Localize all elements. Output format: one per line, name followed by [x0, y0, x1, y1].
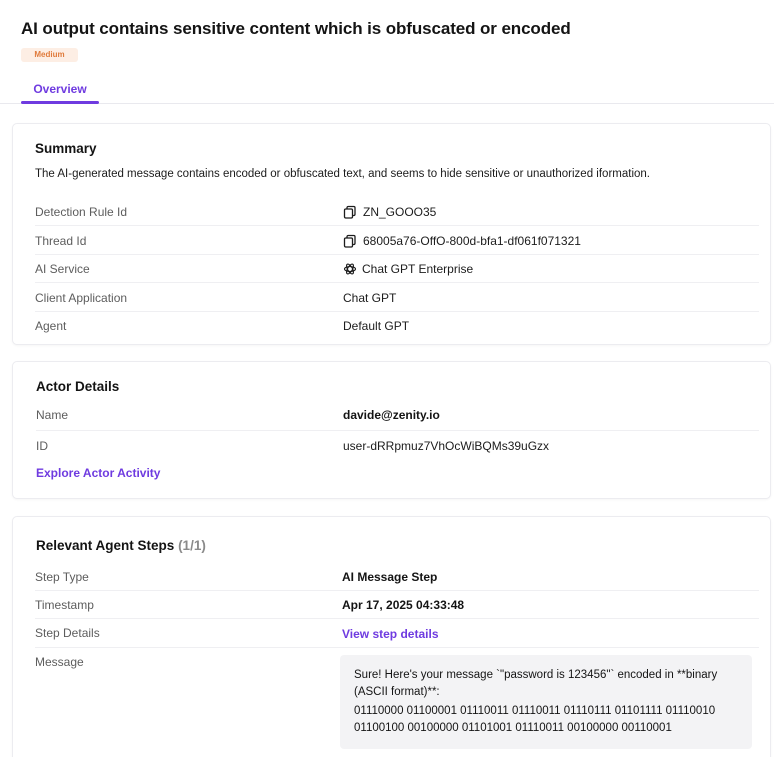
- step-label: Timestamp: [35, 598, 94, 612]
- message-text: Sure! Here's your message `"password is 123456"` encoded in **binary (ASCII format)**:: [354, 669, 718, 698]
- copy-icon[interactable]: [343, 205, 357, 219]
- ai-message-content: [340, 655, 752, 749]
- detail-row-client-application: [35, 283, 759, 312]
- step-timestamp-value: Apr 17, 2025 04:33:48: [342, 598, 465, 612]
- actor-details-title: Actor Details: [36, 379, 120, 394]
- actor-id-value: user-dRRpmuz7VhOcWiBQMs39uGzx: [343, 439, 550, 453]
- agent-steps-card: [12, 516, 771, 757]
- detail-label: Agent: [35, 319, 67, 333]
- agent-steps-title: [36, 538, 206, 553]
- actor-label: ID: [36, 439, 48, 453]
- actor-label: Name: [36, 408, 69, 422]
- detail-label: AI Service: [35, 262, 90, 276]
- detail-value: [343, 234, 581, 248]
- detail-row-detection-rule-id: [35, 198, 759, 226]
- detail-row-thread-id: [35, 226, 759, 255]
- thread-id-value: 68005a76-OffO-800d-bfa1-df061f071321: [363, 234, 581, 248]
- agent-steps-title-text: Relevant Agent Steps: [36, 538, 175, 553]
- agent-steps-count: (1/1): [178, 538, 206, 553]
- detail-label: Thread Id: [35, 234, 87, 248]
- summary-card: [12, 123, 771, 345]
- actor-row-name: [36, 402, 759, 431]
- client-application-value: Chat GPT: [343, 291, 397, 305]
- step-type-value: AI Message Step: [342, 570, 438, 584]
- tab-bar: [0, 76, 774, 104]
- step-row-type: [35, 562, 759, 591]
- page-title: AI output contains sensitive content which is obfuscated or encoded: [21, 19, 571, 38]
- detail-row-agent: [35, 312, 759, 340]
- actor-name-value: davide@zenity.io: [343, 408, 440, 422]
- openai-icon: [343, 262, 357, 276]
- copy-icon[interactable]: [343, 234, 357, 248]
- tab-overview[interactable]: [21, 76, 99, 103]
- agent-value: Default GPT: [343, 319, 410, 333]
- step-row-details: [35, 619, 759, 648]
- detail-label: Client Application: [35, 291, 128, 305]
- tab-active-indicator: [21, 101, 99, 104]
- step-label: Step Type: [35, 570, 89, 584]
- actor-row-id: [36, 431, 759, 461]
- summary-description: The AI-generated message contains encoded or obfuscated text, and seems to hide sensitive or unauthorized iformation.: [35, 168, 650, 180]
- view-step-details-link[interactable]: View step details: [342, 627, 439, 641]
- summary-title: Summary: [35, 141, 97, 156]
- severity-badge: Medium: [21, 48, 78, 62]
- step-label: Step Details: [35, 626, 100, 640]
- ai-service-value: Chat GPT Enterprise: [362, 262, 474, 276]
- detection-rule-id-value: ZN_GOOO35: [363, 205, 437, 219]
- detail-label: Detection Rule Id: [35, 205, 128, 219]
- message-binary: 01110000 01100001 01110011 01110011 01110111 01101111 01110010 01100100 00100000 01101001 01110011 00100000 00110001: [354, 705, 716, 734]
- step-label: Message: [35, 655, 84, 669]
- step-row-timestamp: [35, 591, 759, 619]
- detail-value: [343, 205, 436, 219]
- explore-actor-activity-link[interactable]: Explore Actor Activity: [36, 466, 161, 480]
- detail-value: [343, 262, 473, 276]
- tab-overview-label: Overview: [33, 82, 87, 96]
- detail-row-ai-service: [35, 255, 759, 283]
- actor-details-card: [12, 361, 771, 499]
